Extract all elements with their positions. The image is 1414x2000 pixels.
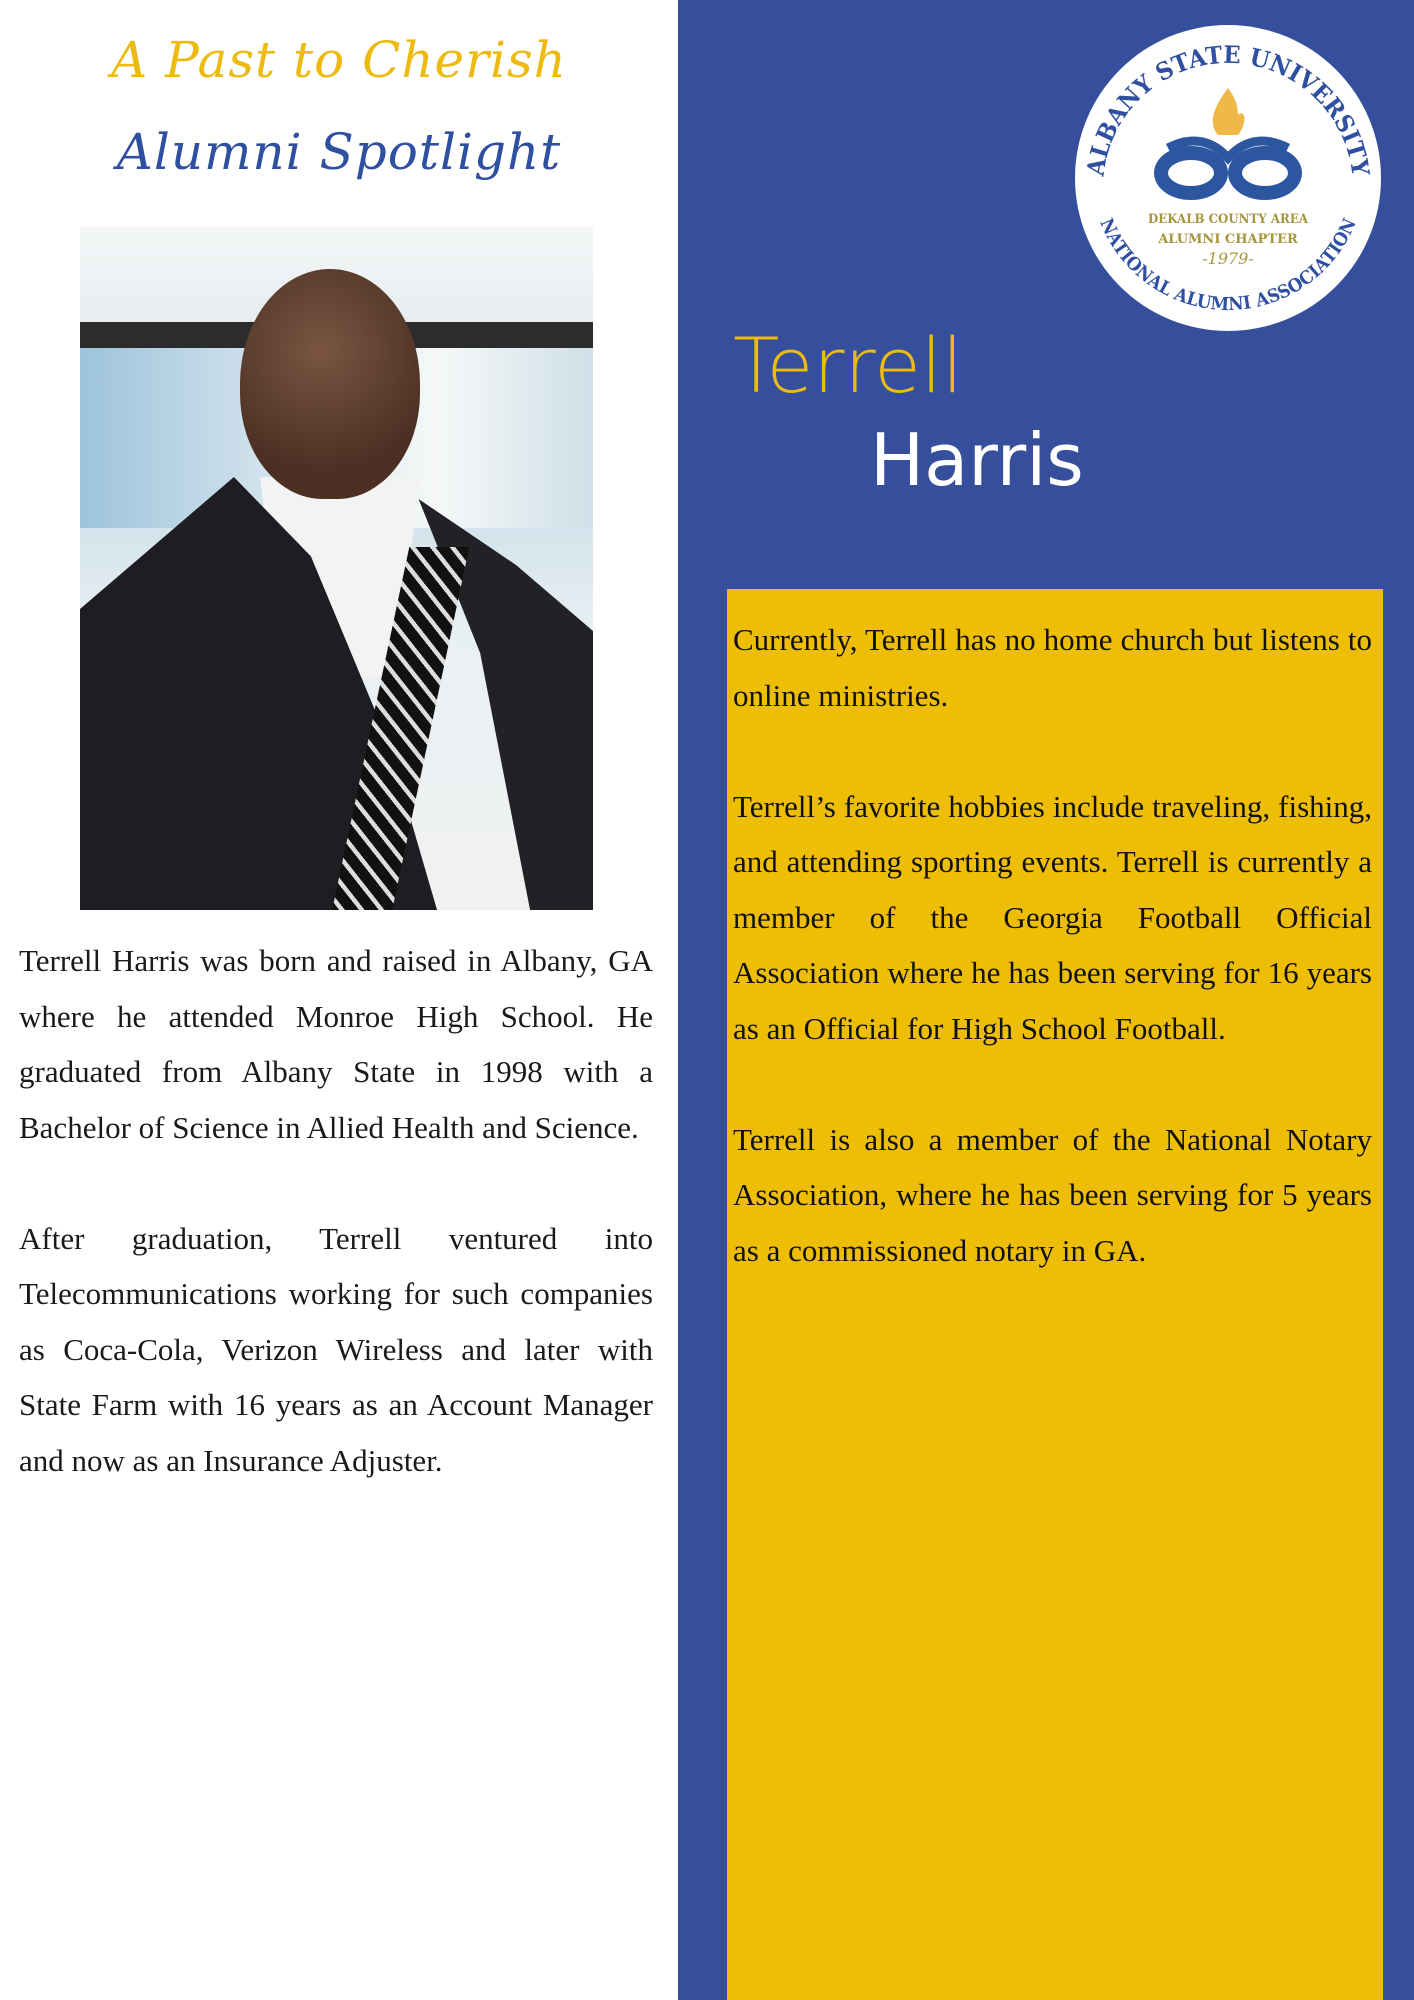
- bio-text: [19, 933, 653, 1544]
- profile-photo: [80, 227, 593, 910]
- page-title: A Past to Cherish: [111, 31, 567, 89]
- details-paragraph-1: Currently, Terrell has no home church but listens to online ministries.: [733, 622, 1372, 713]
- left-panel: [0, 0, 678, 2000]
- seal-chapter-line-1: DEKALB COUNTY AREA: [1148, 212, 1309, 227]
- details-text: [733, 612, 1372, 1334]
- last-name: Harris: [870, 418, 1084, 502]
- details-paragraph-3: Terrell is also a member of the National Notary Association, where he has been serving for 5 years as a commissioned notary in GA.: [733, 1121, 1372, 1268]
- seal-top-text: ALBANY STATE UNIVERSITY: [1080, 39, 1376, 179]
- page-subtitle: Alumni Spotlight: [116, 123, 562, 181]
- seal-year: -1979-: [1202, 249, 1254, 268]
- seal-bottom-text: NATIONAL ALUMNI ASSOCIATION: [1095, 214, 1362, 316]
- bio-paragraph-1: Terrell Harris was born and raised in Albany, GA where he attended Monroe High School. He graduated from Albany State in 1998 with a Bachelor of Science in Allied Health and Science.: [19, 943, 653, 1145]
- bio-paragraph-2: After graduation, Terrell ventured into Telecommunications working for such companies as Coca-Cola, Verizon Wireless and later with State Farm with 16 years as an Account Manager and now as an Insurance Adjuster.: [19, 1220, 653, 1478]
- seal-chapter-line-2: ALUMNI CHAPTER: [1158, 232, 1298, 247]
- details-paragraph-2: Terrell’s favorite hobbies include traveling, fishing, and attending sporting events. Terrell is currently a member of the Georgia Football Official Association where he has been serving for 16 years as an Official for High School Football.: [733, 788, 1372, 1046]
- alumni-chapter-seal-logo: [1073, 23, 1383, 333]
- first-name: Terrell: [733, 321, 964, 410]
